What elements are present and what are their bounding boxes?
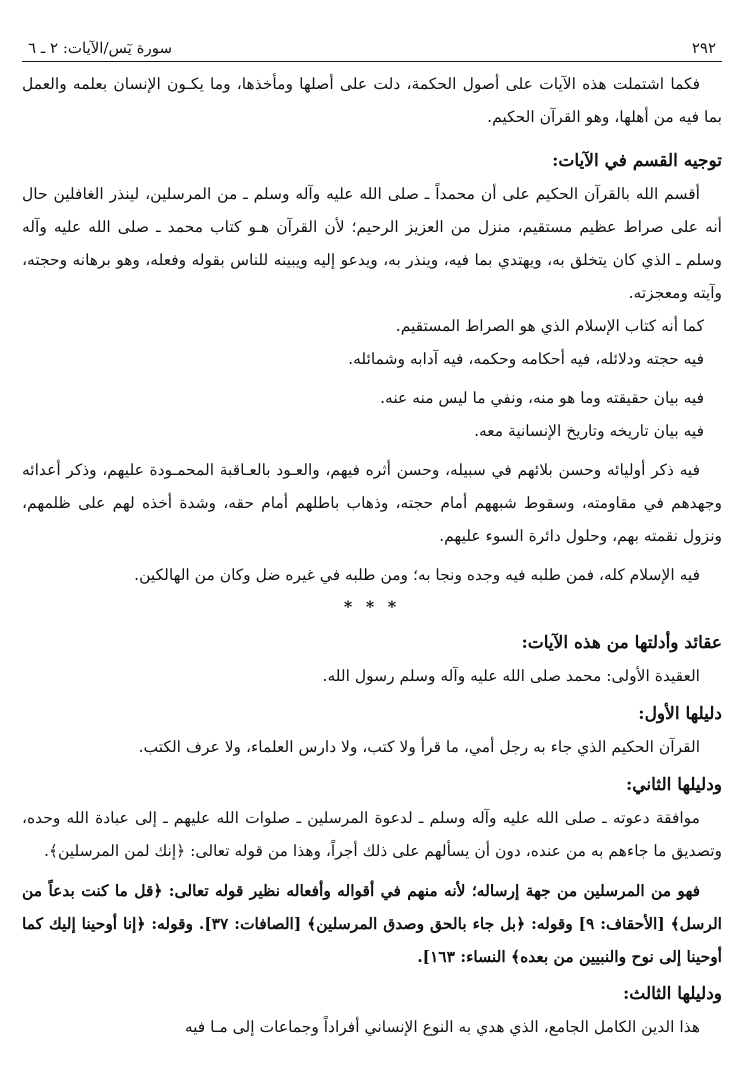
list-line: كما أنه كتاب الإسلام الذي هو الصراط المستقيم. [395,317,704,335]
list-line: فيه بيان حقيقته وما هو منه، ونفي ما ليس منه عنه. [380,389,704,407]
running-title: سورة يٓس/الآيات: ٢ ـ ٦ [28,39,173,57]
section-heading: عقائد وأدلتها من هذه الآيات: [521,633,722,653]
paragraph: فكما اشتملت هذه الآيات على أصول الحكمة، دلت على أصلها ومأخذها، وما يكـون الإنسان بعلمه والعمل بما فيه من أهلها، وهو القرآن الحكيم. [22,75,722,126]
paragraph: فيه ذكر أوليائه وحسن بلائهم في سبيله، وحسن أثره فيهم، والعـود بالعـاقبة المحمـودة عليهم، وذكر أعدائه وجهدهم في مقاومته، وسقوط شبههم أمام حجته، وذهاب باطلهم أمام حقه، وشدة أخذه لهم على ظلمهم، ونزول نقمته بهم، وحلول دائرة السوء عليهم. [22,461,722,545]
page-header [22,28,722,62]
list-line: فيه بيان تاريخه وتاريخ الإنسانية معه. [474,422,704,440]
section-heading: ودليلها الثالث: [622,984,722,1004]
paragraph: موافقة دعوته ـ صلى الله عليه وآله وسلم ـ لدعوة المرسلين ـ صلوات الله عليهم ـ إلى عبادة الله وحده، وتصديق ما جاءهم به من عنده، دون أن يسألهم على ذلك أجراً، وهذا من قوله تعالى: ﴿إنك لمن المرسلين﴾. [22,809,722,860]
paragraph: القرآن الحكيم الذي جاء به رجل أمي، ما قرأ ولا كتب، ولا دارس العلماء، ولا عرف الكتب. [138,738,700,756]
section-divider: * * * [343,597,401,616]
paragraph: العقيدة الأولى: محمد صلى الله عليه وآله وسلم رسول الله. [322,667,700,685]
paragraph: فيه الإسلام كله، فمن طلبه فيه وجده ونجا به؛ ومن طلبه في غيره ضل وكان من الهالكين. [134,566,700,584]
paragraph: فهو من المرسلين من جهة إرساله؛ لأنه منهم في أقواله وأفعاله نظير قوله تعالى: ﴿قل ما كنت بدعاً من الرسل﴾ [الأحقاف: ٩] وقوله: ﴿بل جاء بالحق وصدق المرسلين﴾ [الصافات: ٣٧]. وقوله: ﴿إنا أوحينا إليك كما أوحينا إلى نوح والنبيين من بعده﴾ النساء: ١٦٣]. [22,881,722,966]
book-page [22,28,722,1080]
list-line: فيه حجته ودلائله، فيه أحكامه وحكمه، فيه آدابه وشمائله. [348,350,704,368]
paragraph: أقسم الله بالقرآن الحكيم على أن محمداً ـ صلى الله عليه وآله وسلم ـ من المرسلين، لينذر الغافلين حال أنه على صراط عظيم مستقيم، منزل من العزيز الرحيم؛ لأن القرآن هـو كتاب محمد ـ صلى الله عليه وآله وسلم ـ الذي كان يتخلق به، ويهتدي بما فيه، وينذر به، ويدعو إليه ويبينه للناس بقوله وفعله، وهو برهانه وحجته، وآيته ومعجزته. [22,185,722,302]
page-content [22,62,722,1044]
page-number: ٢٩٢ [691,39,716,57]
section-heading: ودليلها الثاني: [625,775,722,795]
section-heading: دليلها الأول: [638,704,722,724]
section-heading: توجيه القسم في الآيات: [552,151,722,171]
paragraph: هذا الدين الكامل الجامع، الذي هدي به النوع الإنساني أفراداً وجماعات إلى مـا فيه [184,1018,700,1036]
